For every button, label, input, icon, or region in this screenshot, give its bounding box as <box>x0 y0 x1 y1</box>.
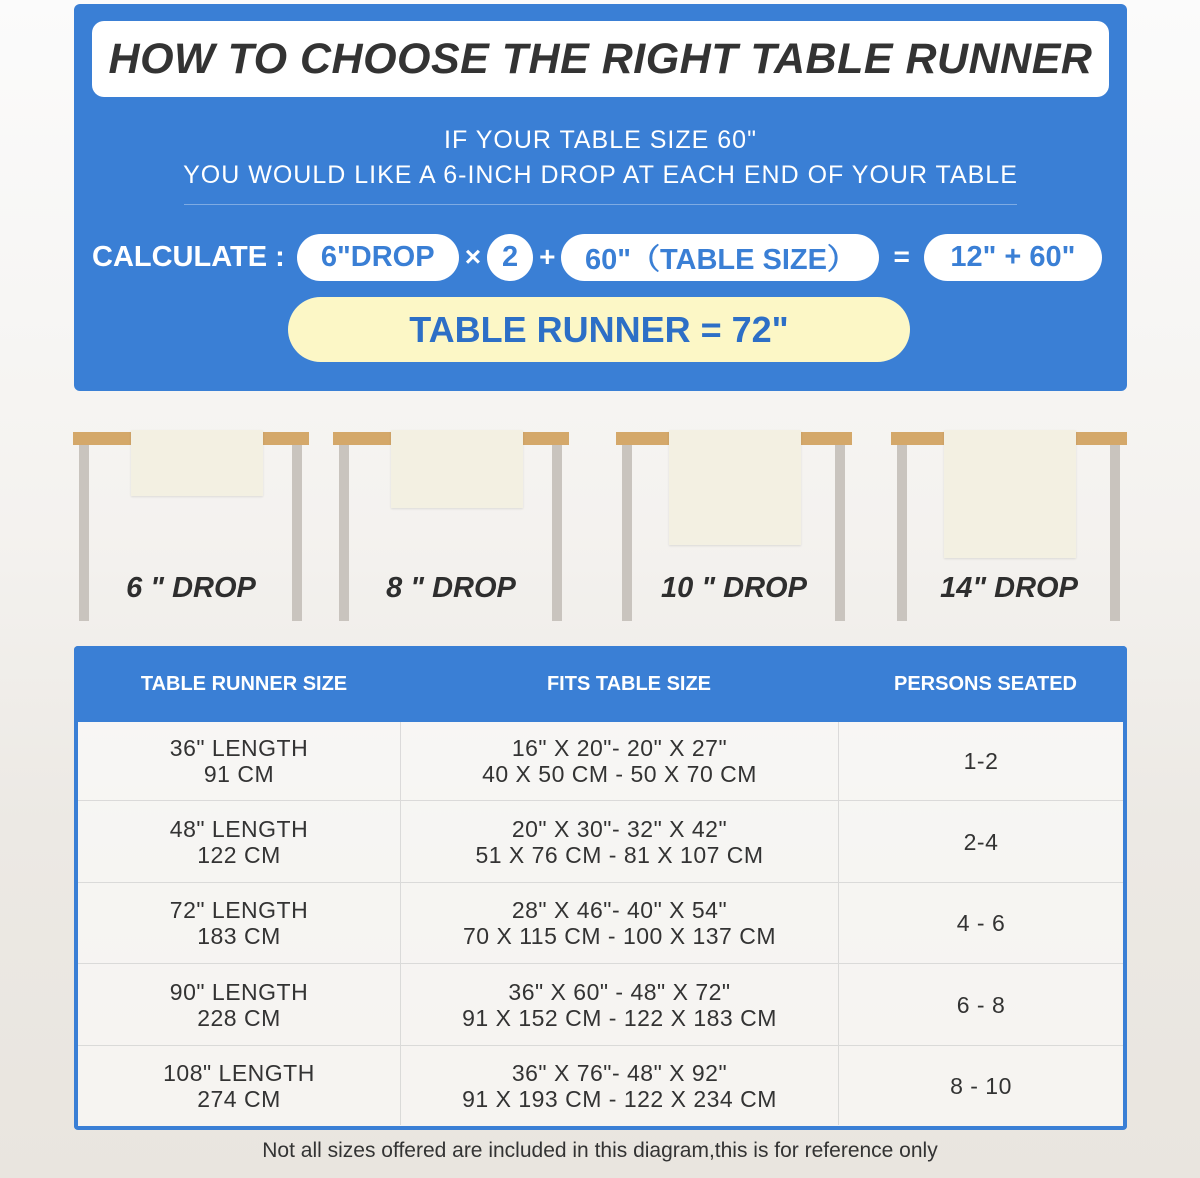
persons-seated: 6 - 8 <box>956 991 1006 1018</box>
fits-table-cell <box>400 964 838 1045</box>
fits-table-cell <box>400 883 838 963</box>
calculate-label: CALCULATE : <box>92 240 285 273</box>
calculation-panel <box>74 4 1127 391</box>
length-inches: 48" LENGTH <box>169 815 309 842</box>
table-size-pill: 60"（TABLE SIZE） <box>561 234 879 281</box>
drop-diagram-8 <box>333 430 569 622</box>
runner-size-cell <box>78 883 400 963</box>
fit-inches: 16" X 20"- 20" X 27" <box>511 735 728 761</box>
length-cm: 274 CM <box>197 1085 281 1112</box>
length-inches: 72" LENGTH <box>169 897 309 923</box>
fit-inches: 28" X 46"- 40" X 54" <box>511 897 728 923</box>
drop-pill: 6"DROP <box>297 234 459 281</box>
length-cm: 91 CM <box>203 761 275 787</box>
length-cm: 122 CM <box>197 841 281 868</box>
page-title: HOW TO CHOOSE THE RIGHT TABLE RUNNER <box>92 21 1109 97</box>
table-row <box>78 882 1123 963</box>
runner-size-cell <box>78 801 400 882</box>
fits-table-cell <box>400 801 838 882</box>
runner <box>131 430 263 496</box>
persons-seated: 4 - 6 <box>956 910 1006 936</box>
drop-diagram-6 <box>73 430 309 622</box>
result-pill: TABLE RUNNER = 72" <box>288 297 910 362</box>
fits-table-cell <box>400 722 838 800</box>
fit-cm: 91 X 152 CM - 122 X 183 CM <box>462 1004 777 1031</box>
table-header <box>74 646 1127 722</box>
length-cm: 183 CM <box>197 923 281 949</box>
intro-line-2: YOU WOULD LIKE A 6-INCH DROP AT EACH END OF YOUR TABLE <box>183 161 1018 189</box>
persons-cell <box>838 1046 1123 1125</box>
persons-seated: 2-4 <box>963 828 999 855</box>
runner <box>391 430 523 508</box>
length-inches: 90" LENGTH <box>169 978 309 1005</box>
header-runner-size: TABLE RUNNER SIZE <box>140 672 348 695</box>
table-row <box>78 963 1123 1045</box>
divider <box>184 204 1017 205</box>
drop-diagram-10 <box>616 430 852 622</box>
length-cm: 228 CM <box>197 1004 281 1031</box>
fit-inches: 20" X 30"- 32" X 42" <box>511 815 728 842</box>
fits-table-cell <box>400 1046 838 1125</box>
length-inches: 36" LENGTH <box>169 735 309 761</box>
equals-sign: = <box>893 241 910 272</box>
fit-cm: 91 X 193 CM - 122 X 234 CM <box>462 1085 777 1112</box>
persons-seated: 8 - 10 <box>950 1072 1012 1099</box>
drop-label: 10 " DROP <box>661 572 807 604</box>
persons-cell <box>838 722 1123 800</box>
plus-sign: + <box>539 241 556 272</box>
drop-label: 6 " DROP <box>126 572 256 604</box>
times-sign: × <box>464 241 482 272</box>
fit-cm: 51 X 76 CM - 81 X 107 CM <box>475 841 764 868</box>
runner <box>669 430 801 545</box>
runner-size-cell <box>78 722 400 800</box>
length-inches: 108" LENGTH <box>163 1059 315 1086</box>
drop-label: 14" DROP <box>940 572 1078 604</box>
persons-cell <box>838 883 1123 963</box>
header-persons: PERSONS SEATED <box>894 672 1077 695</box>
fit-inches: 36" X 60" - 48" X 72" <box>508 978 731 1005</box>
calculation-row <box>92 233 1102 281</box>
table-row <box>78 722 1123 800</box>
sum-pill: 12" + 60" <box>924 234 1102 281</box>
table-row <box>78 1045 1123 1125</box>
size-table <box>74 646 1127 1130</box>
intro-line-1: IF YOUR TABLE SIZE 60" <box>444 126 757 154</box>
persons-cell <box>838 964 1123 1045</box>
fit-cm: 40 X 50 CM - 50 X 70 CM <box>482 761 757 787</box>
fit-cm: 70 X 115 CM - 100 X 137 CM <box>463 923 776 949</box>
persons-cell <box>838 801 1123 882</box>
persons-seated: 1-2 <box>963 748 999 774</box>
drop-label: 8 " DROP <box>386 572 516 604</box>
drop-diagram-14 <box>891 430 1127 622</box>
runner-size-cell <box>78 964 400 1045</box>
fit-inches: 36" X 76"- 48" X 92" <box>511 1059 728 1086</box>
multiplier-pill: 2 <box>487 234 533 281</box>
runner <box>944 430 1076 558</box>
header-fits-table: FITS TABLE SIZE <box>546 672 712 695</box>
table-row <box>78 800 1123 882</box>
footnote: Not all sizes offered are included in this diagram,this is for reference only <box>262 1139 938 1162</box>
runner-size-cell <box>78 1046 400 1125</box>
